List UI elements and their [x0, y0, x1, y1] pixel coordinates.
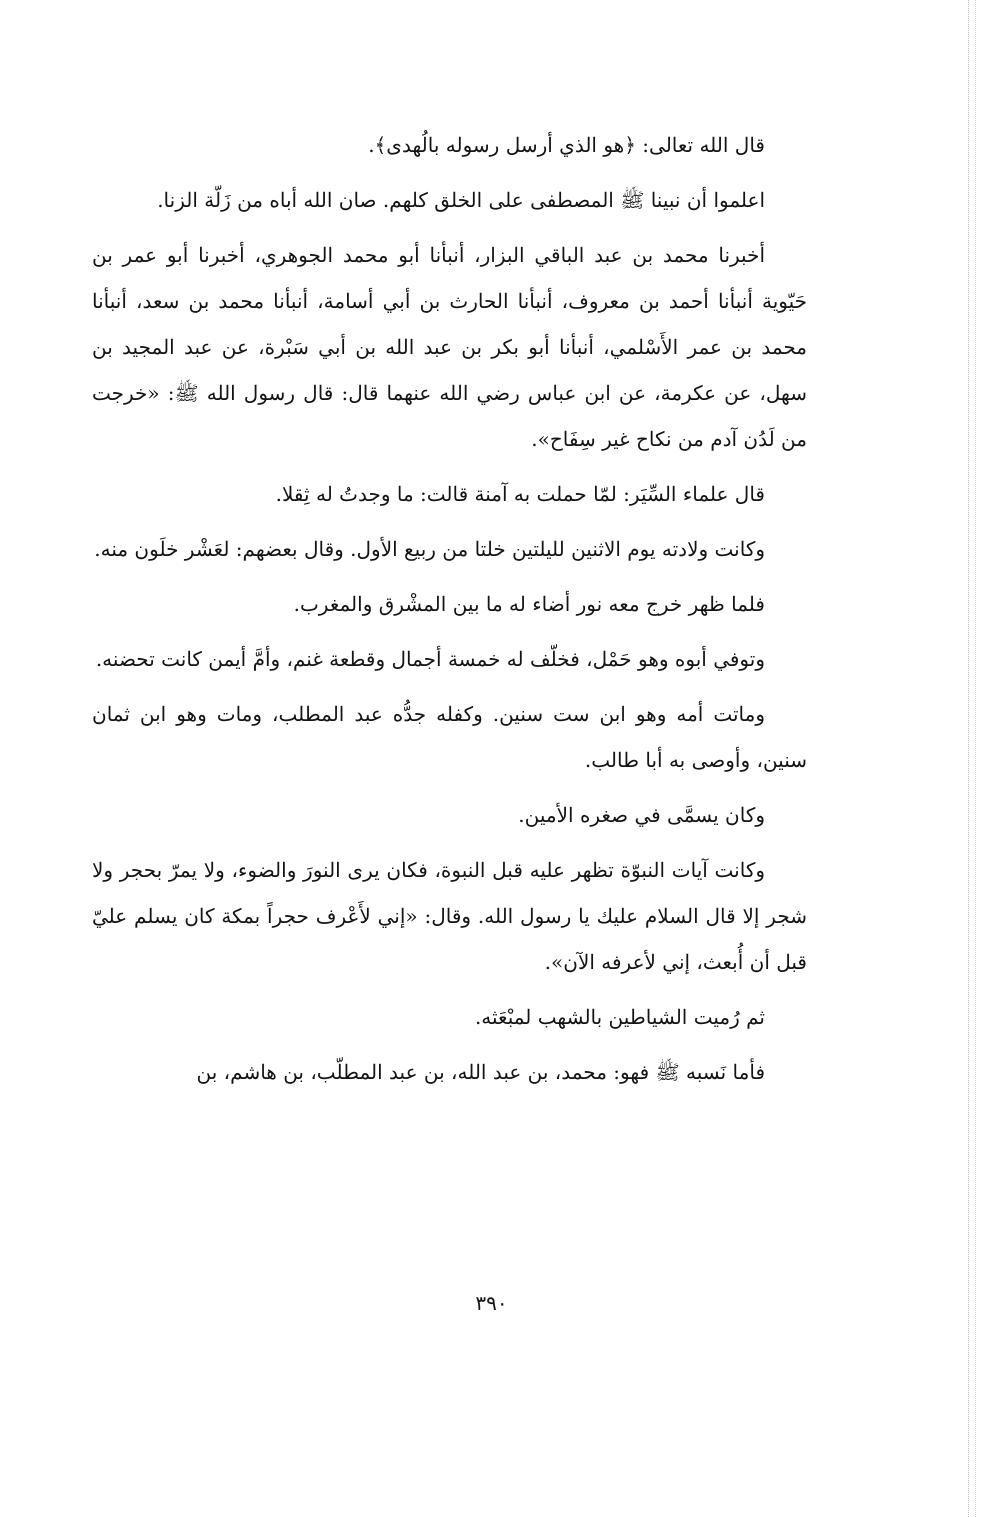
paragraph-prophet-chosen: اعلموا أن نبينا ﷺ المصطفى على الخلق كلهم. صان الله أباه من زَلّة الزنا. — [157, 188, 765, 212]
page-body — [92, 122, 807, 1104]
paragraph-light: فلما ظهر خرج معه نور أضاء له ما بين المشْرق والمغرب. — [293, 592, 765, 616]
paragraph-devils: ثم رُميت الشياطين بالشهب لمبْعَثه. — [474, 1005, 765, 1029]
paragraph-isnad-hadith: أخبرنا محمد بن عبد الباقي البزار، أنبأنا أبو محمد الجوهري، أخبرنا أبو عمر بن حَيّوية أنبأنا أحمد بن معروف، أنبأنا الحارث بن أبي أسامة، أنبأنا محمد بن سعد، أنبأنا محمد بن عمر الأَسْلمي، أنبأنا أبو بكر بن عبد الله بن أبي سَبْرة، عن عبد المجيد بن سهل، عن عكرمة، عن ابن عباس رضي الله عنهما قال: قال رسول الله ﷺ: «خرجت من لَدُن آدم من نكاح غير سِفَاح». — [92, 243, 807, 451]
paragraph-mother-death: وماتت أمه وهو ابن ست سنين. وكفله جدُّه عبد المطلب، ومات وهو ابن ثمان سنين، وأوصى به أبا طالب. — [92, 702, 807, 772]
paragraph-lineage: فأما نَسبه ﷺ فهو: محمد، بن عبد الله، بن عبد المطلّب، بن هاشم، بن — [196, 1060, 765, 1084]
page-number: ٣٩٠ — [475, 1291, 508, 1315]
paragraph-signs: وكانت آيات النبوّة تظهر عليه قبل النبوة، فكان يرى النورَ والضوء، ولا يمرّ بحجر ولا شجر إلا قال السلام عليك يا رسول الله. وقال: «إني لأَعْرف حجراً بمكة كان يسلم عليّ قبل أن أُبعث، إني لأعرفه الآن». — [92, 858, 807, 974]
paragraph-father-death: وتوفي أبوه وهو حَمْل، فخلّف له خمسة أجمال وقطعة غنم، وأمَّ أيمن كانت تحضنه. — [95, 647, 765, 671]
paragraph-pregnancy: قال علماء السِّيَر: لمّا حملت به آمنة قالت: ما وجدتُ له ثِقلا. — [275, 482, 765, 506]
paragraph-al-amin: وكان يسمَّى في صغره الأمين. — [518, 803, 765, 827]
paragraph-verse: قال الله تعالى: ﴿هو الذي أرسل رسوله بالُهدى﴾. — [368, 133, 765, 157]
paragraph-birth: وكانت ولادته يوم الاثنين لليلتين خلتا من ربيع الأول. وقال بعضهم: لعَشْر خلَون منه. — [94, 537, 765, 561]
